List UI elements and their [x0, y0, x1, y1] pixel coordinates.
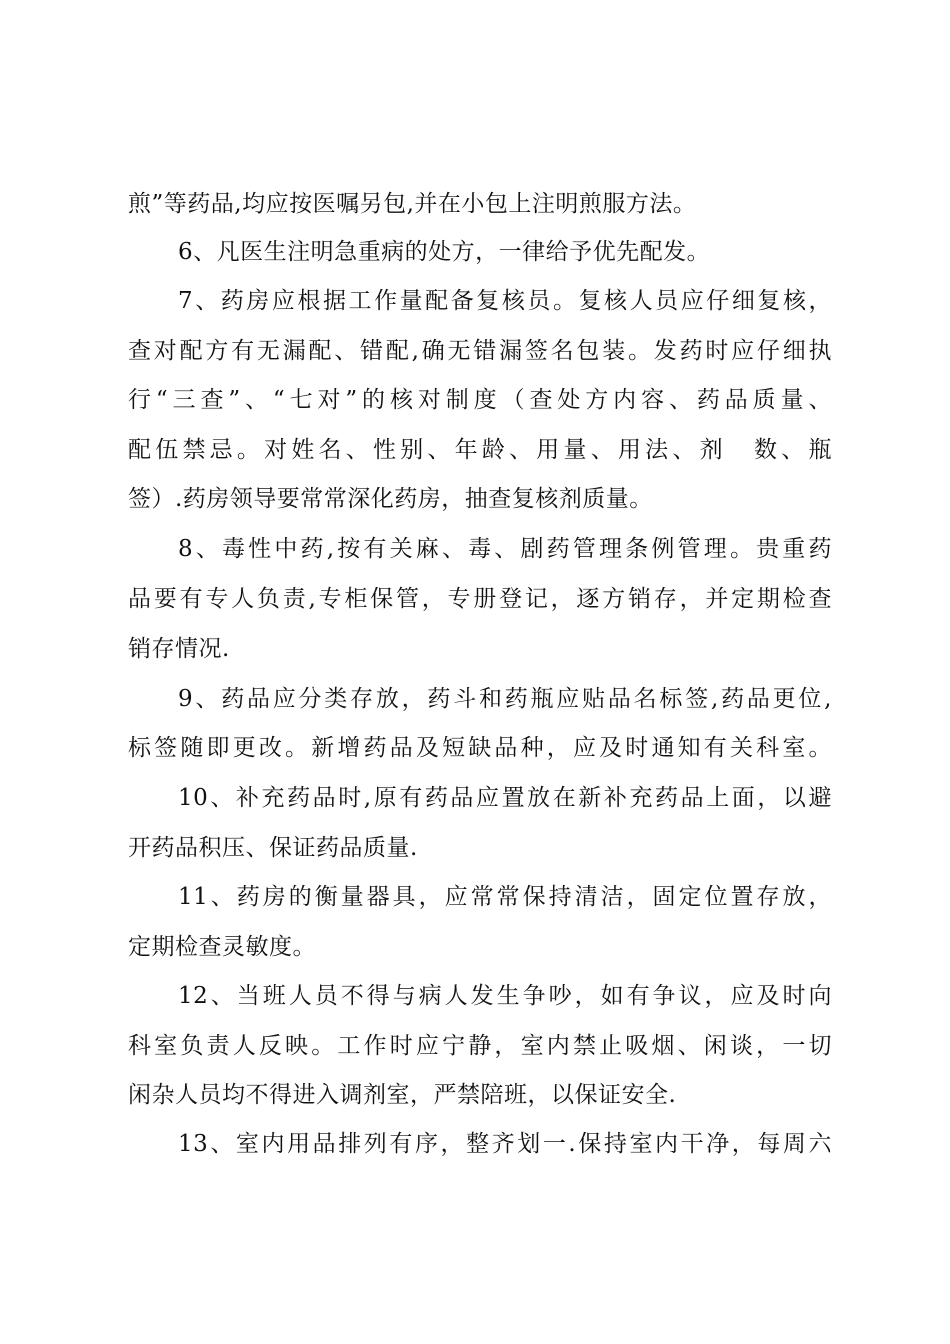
text-line-15: 11、药房的衡量器具，应常常保持清洁，固定位置存放，	[178, 884, 832, 910]
text-line-11: 9、药品应分类存放，药斗和药瓶应贴品名标签,药品更位,	[178, 686, 832, 712]
text-line-14: 开药品积压、保证药品质量.	[128, 835, 418, 861]
text-line-12: 标签随即更改。新增药品及短缺品种，应及时通知有关科室。	[128, 735, 832, 761]
text-line-1: 煎”等药品,均应按医嘱另包,并在小包上注明煎服方法。	[128, 191, 697, 217]
text-line-5: 行“三查”、“七对”的核对制度（查处方内容、药品质量、	[128, 387, 832, 413]
text-line-13: 10、补充药品时,原有药品应置放在新补充药品上面，以避	[178, 785, 832, 811]
text-line-9: 品要有专人负责,专柜保管，专册登记，逐方销存，并定期检查	[128, 586, 832, 612]
text-line-10: 销存情况.	[128, 636, 230, 662]
text-line-18: 科室负责人反映。工作时应宁静，室内禁止吸烟、闲谈，一切	[128, 1033, 832, 1059]
text-line-19: 闲杂人员均不得进入调剂室，严禁陪班，以保证安全.	[128, 1082, 677, 1108]
text-line-8: 8、毒性中药,按有关麻、毒、剧药管理条例管理。贵重药	[178, 536, 832, 562]
text-line-7: 签）.药房领导要常常深化药房，抽查复核剂质量。	[128, 486, 653, 512]
text-line-2: 6、凡医生注明急重病的处方，一律给予优先配发。	[178, 239, 711, 265]
text-line-17: 12、当班人员不得与病人发生争吵，如有争议，应及时向	[178, 983, 832, 1009]
text-line-6: 配伍禁忌。对姓名、性别、年龄、用量、用法、剂 数、瓶	[128, 437, 832, 463]
text-line-4: 查对配方有无漏配、错配,确无错漏签名包装。发药时应仔细执	[128, 338, 832, 364]
text-line-3: 7、药房应根据工作量配备复核员。复核人员应仔细复核，	[178, 288, 832, 314]
text-line-16: 定期检查灵敏度。	[128, 934, 316, 960]
text-line-20: 13、室内用品排列有序，整齐划一.保持室内干净，每周六	[178, 1131, 832, 1157]
